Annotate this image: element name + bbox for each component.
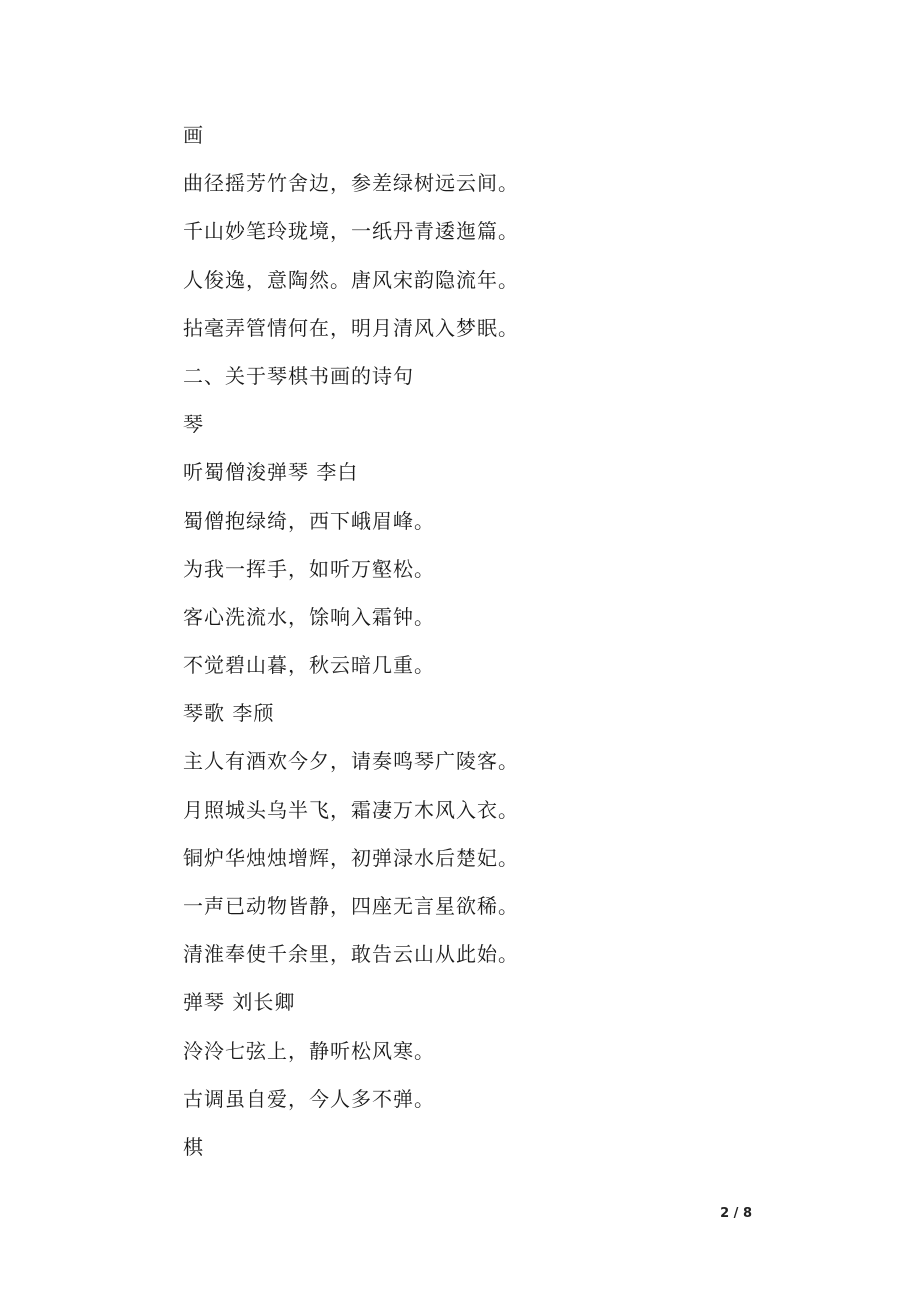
poem-line: 月照城头乌半飞，霜凄万木风入衣。 bbox=[183, 797, 519, 822]
poem-title: 听蜀僧浚弹琴 李白 bbox=[183, 460, 359, 485]
section-heading-hua: 画 bbox=[183, 123, 204, 147]
section-heading-qi: 棋 bbox=[183, 1134, 204, 1159]
document-body bbox=[183, 115, 783, 1175]
poem-line: 客心洗流水，馀响入霜钟。 bbox=[183, 604, 435, 629]
poem-line: 拈毫弄管情何在，明月清风入梦眠。 bbox=[183, 315, 519, 340]
poem-line: 人俊逸，意陶然。唐风宋韵隐流年。 bbox=[183, 267, 519, 292]
poem-title: 琴歌 李颀 bbox=[183, 701, 275, 726]
poem-line: 一声已动物皆静，四座无言星欲稀。 bbox=[183, 894, 519, 918]
poem-line: 蜀僧抱绿绮，西下峨眉峰。 bbox=[183, 508, 435, 533]
poem-line: 泠泠七弦上，静听松风寒。 bbox=[183, 1038, 435, 1063]
poem-line: 不觉碧山暮，秋云暗几重。 bbox=[183, 653, 435, 678]
section-title: 二、关于琴棋书画的诗句 bbox=[183, 363, 414, 388]
poem-line: 为我一挥手，如听万壑松。 bbox=[183, 556, 435, 581]
poem-line: 清淮奉使千余里，敢告云山从此始。 bbox=[183, 942, 519, 967]
poem-line: 千山妙笔玲珑境，一纸丹青逶迤篇。 bbox=[183, 219, 519, 244]
poem-title: 弹琴 刘长卿 bbox=[183, 990, 296, 1015]
poem-line: 古调虽自爱，今人多不弹。 bbox=[183, 1086, 435, 1111]
section-heading-qin: 琴 bbox=[183, 412, 204, 437]
page-number: 2 / 8 bbox=[720, 1206, 752, 1221]
poem-line: 主人有酒欢今夕，请奏鸣琴广陵客。 bbox=[183, 749, 519, 774]
poem-line: 曲径摇芳竹舍边，参差绿树远云间。 bbox=[183, 171, 519, 196]
poem-line: 铜炉华烛烛增辉，初弹渌水后楚妃。 bbox=[183, 845, 519, 870]
